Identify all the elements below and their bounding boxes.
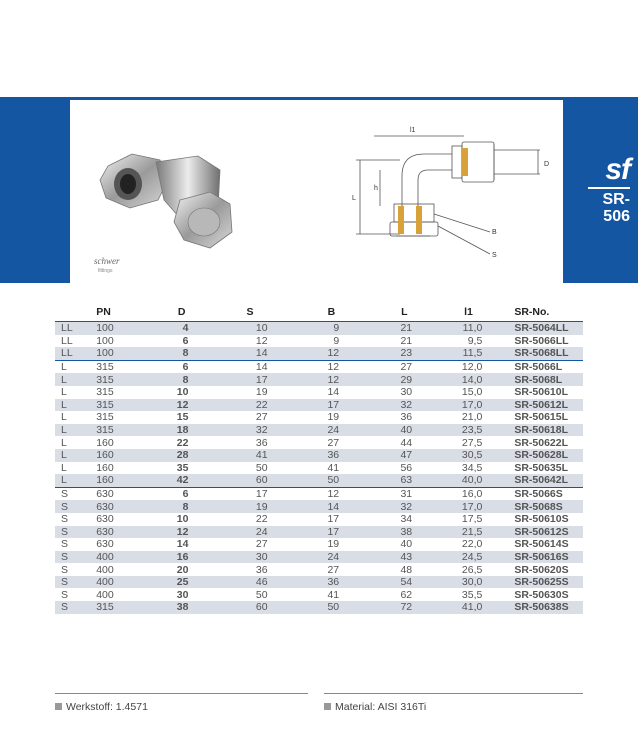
cell-s: 27 <box>210 411 283 424</box>
cell-d: 6 <box>138 487 211 500</box>
table-row <box>55 462 583 475</box>
cell-d: 12 <box>138 526 211 539</box>
fitting-photo <box>70 100 270 283</box>
cell-sr-no: SR-5066S <box>498 487 583 500</box>
table-row <box>55 513 583 526</box>
cell-b: 12 <box>284 373 362 386</box>
cell-l1: 11,5 <box>434 347 498 360</box>
cell-sr-no: SR-5068L <box>498 373 583 386</box>
cell-pn: 315 <box>86 373 138 386</box>
cell-l: 32 <box>361 399 434 412</box>
cell-s: 41 <box>210 449 283 462</box>
cell-series: S <box>55 500 86 513</box>
cell-l: 48 <box>361 563 434 576</box>
dim-label-d: D <box>544 161 550 168</box>
cell-sr-no: SR-50620S <box>498 563 583 576</box>
series-code <box>602 191 630 225</box>
table-row <box>55 526 583 539</box>
cell-l: 21 <box>361 322 434 335</box>
col-header-b: B <box>284 303 362 322</box>
cell-s: 12 <box>210 335 283 348</box>
cell-l1: 14,0 <box>434 373 498 386</box>
technical-drawing <box>340 114 580 274</box>
cell-sr-no: SR-50628L <box>498 449 583 462</box>
cell-b: 9 <box>284 322 362 335</box>
cell-sr-no: SR-50635L <box>498 462 583 475</box>
cell-d: 20 <box>138 563 211 576</box>
spec-table <box>55 303 583 614</box>
cell-pn: 630 <box>86 526 138 539</box>
cell-pn: 630 <box>86 513 138 526</box>
cell-l1: 35,5 <box>434 588 498 601</box>
cell-series: S <box>55 576 86 589</box>
table-row <box>55 576 583 589</box>
cell-l: 72 <box>361 601 434 614</box>
cell-s: 17 <box>210 487 283 500</box>
cell-l: 32 <box>361 500 434 513</box>
cell-sr-no: SR-50616S <box>498 551 583 564</box>
footer-material-de <box>55 701 148 713</box>
col-header-series <box>55 303 86 322</box>
col-header-s: S <box>210 303 283 322</box>
cell-l1: 41,0 <box>434 601 498 614</box>
cell-series: S <box>55 601 86 614</box>
cell-pn: 400 <box>86 563 138 576</box>
cell-sr-no: SR-50610L <box>498 386 583 399</box>
table-row <box>55 538 583 551</box>
cell-d: 42 <box>138 474 211 487</box>
cell-pn: 100 <box>86 347 138 360</box>
cell-s: 19 <box>210 386 283 399</box>
cell-pn: 400 <box>86 551 138 564</box>
cell-l: 43 <box>361 551 434 564</box>
cell-d: 6 <box>138 335 211 348</box>
cell-s: 32 <box>210 424 283 437</box>
cell-l: 29 <box>361 373 434 386</box>
cell-sr-no: SR-50625S <box>498 576 583 589</box>
cell-b: 24 <box>284 551 362 564</box>
table-row <box>55 373 583 386</box>
cell-series: S <box>55 487 86 500</box>
table-row <box>55 436 583 449</box>
cell-pn: 160 <box>86 449 138 462</box>
cell-l: 27 <box>361 360 434 373</box>
cell-s: 22 <box>210 513 283 526</box>
cell-l: 47 <box>361 449 434 462</box>
cell-l1: 30,5 <box>434 449 498 462</box>
cell-pn: 630 <box>86 538 138 551</box>
cell-pn: 315 <box>86 360 138 373</box>
cell-l1: 17,0 <box>434 399 498 412</box>
cell-b: 36 <box>284 576 362 589</box>
table-row <box>55 449 583 462</box>
cell-d: 4 <box>138 322 211 335</box>
cell-l: 36 <box>361 411 434 424</box>
cell-series: L <box>55 424 86 437</box>
cell-sr-no: SR-50614S <box>498 538 583 551</box>
cell-s: 50 <box>210 462 283 475</box>
cell-series: S <box>55 513 86 526</box>
table-header-row <box>55 303 583 322</box>
cell-l1: 24,5 <box>434 551 498 564</box>
cell-l1: 27,5 <box>434 436 498 449</box>
cell-b: 24 <box>284 424 362 437</box>
cell-b: 19 <box>284 538 362 551</box>
cell-series: S <box>55 526 86 539</box>
cell-l1: 23,5 <box>434 424 498 437</box>
col-header-l1: l1 <box>434 303 498 322</box>
cell-sr-no: SR-5064LL <box>498 322 583 335</box>
cell-s: 24 <box>210 526 283 539</box>
cell-d: 38 <box>138 601 211 614</box>
col-header-l: L <box>361 303 434 322</box>
cell-d: 30 <box>138 588 211 601</box>
cell-d: 28 <box>138 449 211 462</box>
cell-d: 15 <box>138 411 211 424</box>
cell-pn: 630 <box>86 487 138 500</box>
cell-l1: 34,5 <box>434 462 498 475</box>
cell-l: 38 <box>361 526 434 539</box>
cell-l1: 22,0 <box>434 538 498 551</box>
cell-s: 14 <box>210 347 283 360</box>
cell-sr-no: SR-5066LL <box>498 335 583 348</box>
series-code-line2: 506 <box>603 208 630 225</box>
cell-d: 8 <box>138 347 211 360</box>
product-image-panel <box>70 100 563 283</box>
cell-l: 40 <box>361 538 434 551</box>
cell-l1: 40,0 <box>434 474 498 487</box>
cell-s: 46 <box>210 576 283 589</box>
cell-l: 54 <box>361 576 434 589</box>
cell-d: 8 <box>138 373 211 386</box>
dim-label-b: B <box>492 229 497 236</box>
dim-label-l1: l1 <box>410 127 416 134</box>
cell-series: L <box>55 462 86 475</box>
cell-series: L <box>55 449 86 462</box>
cell-sr-no: SR-50615L <box>498 411 583 424</box>
cell-d: 35 <box>138 462 211 475</box>
cell-sr-no: SR-50638S <box>498 601 583 614</box>
cell-b: 36 <box>284 449 362 462</box>
cell-l1: 21,5 <box>434 526 498 539</box>
cell-s: 36 <box>210 563 283 576</box>
cell-s: 10 <box>210 322 283 335</box>
table-row <box>55 588 583 601</box>
cell-pn: 315 <box>86 399 138 412</box>
table-row <box>55 322 583 335</box>
dim-label-s: S <box>492 252 497 259</box>
cell-d: 18 <box>138 424 211 437</box>
cell-series: S <box>55 551 86 564</box>
maker-logo: schwer <box>94 256 120 266</box>
cell-b: 27 <box>284 436 362 449</box>
cell-b: 27 <box>284 563 362 576</box>
cell-l1: 9,5 <box>434 335 498 348</box>
cell-b: 14 <box>284 500 362 513</box>
cell-series: L <box>55 386 86 399</box>
cell-pn: 400 <box>86 576 138 589</box>
cell-s: 60 <box>210 601 283 614</box>
cell-pn: 315 <box>86 411 138 424</box>
table-row <box>55 335 583 348</box>
cell-pn: 160 <box>86 474 138 487</box>
cell-l1: 21,0 <box>434 411 498 424</box>
table-row <box>55 487 583 500</box>
cell-series: LL <box>55 347 86 360</box>
cell-d: 10 <box>138 513 211 526</box>
cell-l1: 12,0 <box>434 360 498 373</box>
footer-rule-left <box>55 693 308 694</box>
cell-l: 34 <box>361 513 434 526</box>
table-row <box>55 347 583 360</box>
cell-l1: 11,0 <box>434 322 498 335</box>
cell-d: 8 <box>138 500 211 513</box>
cell-d: 22 <box>138 436 211 449</box>
cell-l: 63 <box>361 474 434 487</box>
table-row <box>55 601 583 614</box>
footer-right-text: Material: AISI 316Ti <box>335 701 427 713</box>
cell-sr-no: SR-50630S <box>498 588 583 601</box>
cell-b: 17 <box>284 399 362 412</box>
maker-sub: fittings <box>98 268 113 274</box>
cell-s: 27 <box>210 538 283 551</box>
cell-s: 60 <box>210 474 283 487</box>
cell-series: S <box>55 588 86 601</box>
cell-d: 14 <box>138 538 211 551</box>
footer-rule-right <box>324 693 583 694</box>
cell-d: 6 <box>138 360 211 373</box>
col-header-pn: PN <box>86 303 138 322</box>
cell-l: 30 <box>361 386 434 399</box>
cell-s: 30 <box>210 551 283 564</box>
cell-series: S <box>55 563 86 576</box>
cell-s: 22 <box>210 399 283 412</box>
cell-series: LL <box>55 322 86 335</box>
table-row <box>55 563 583 576</box>
footer-left-text: Werkstoff: 1.4571 <box>66 701 148 713</box>
cell-l: 40 <box>361 424 434 437</box>
cell-pn: 315 <box>86 386 138 399</box>
cell-b: 50 <box>284 601 362 614</box>
dim-label-l: L <box>352 195 356 202</box>
cell-series: L <box>55 373 86 386</box>
cell-b: 17 <box>284 526 362 539</box>
cell-s: 14 <box>210 360 283 373</box>
cell-b: 41 <box>284 588 362 601</box>
cell-l1: 15,0 <box>434 386 498 399</box>
sf-logo: sf <box>605 153 630 186</box>
bullet-square-icon <box>55 703 62 710</box>
cell-l1: 26,5 <box>434 563 498 576</box>
cell-pn: 315 <box>86 601 138 614</box>
cell-series: L <box>55 360 86 373</box>
cell-s: 36 <box>210 436 283 449</box>
cell-l: 21 <box>361 335 434 348</box>
cell-s: 19 <box>210 500 283 513</box>
cell-b: 12 <box>284 487 362 500</box>
cell-pn: 100 <box>86 335 138 348</box>
cell-pn: 315 <box>86 424 138 437</box>
cell-b: 50 <box>284 474 362 487</box>
cell-l1: 16,0 <box>434 487 498 500</box>
cell-l1: 17,0 <box>434 500 498 513</box>
cell-b: 19 <box>284 411 362 424</box>
cell-l: 56 <box>361 462 434 475</box>
cell-d: 10 <box>138 386 211 399</box>
cell-sr-no: SR-50610S <box>498 513 583 526</box>
cell-sr-no: SR-50612L <box>498 399 583 412</box>
cell-series: L <box>55 399 86 412</box>
cell-pn: 100 <box>86 322 138 335</box>
table-row <box>55 500 583 513</box>
cell-series: LL <box>55 335 86 348</box>
cell-b: 12 <box>284 347 362 360</box>
cell-sr-no: SR-50642L <box>498 474 583 487</box>
cell-series: S <box>55 538 86 551</box>
logo-underline <box>588 187 630 189</box>
cell-d: 16 <box>138 551 211 564</box>
series-code-line1: SR- <box>602 191 630 208</box>
cell-b: 14 <box>284 386 362 399</box>
cell-pn: 400 <box>86 588 138 601</box>
cell-d: 25 <box>138 576 211 589</box>
cell-l: 23 <box>361 347 434 360</box>
cell-series: L <box>55 474 86 487</box>
cell-sr-no: SR-50618L <box>498 424 583 437</box>
table-row <box>55 386 583 399</box>
footer-material-en <box>324 701 426 713</box>
cell-pn: 630 <box>86 500 138 513</box>
cell-series: L <box>55 411 86 424</box>
cell-l: 31 <box>361 487 434 500</box>
table-row <box>55 360 583 373</box>
table-row <box>55 474 583 487</box>
cell-b: 41 <box>284 462 362 475</box>
col-header-d: D <box>138 303 211 322</box>
cell-sr-no: SR-50612S <box>498 526 583 539</box>
table-row <box>55 399 583 412</box>
cell-s: 50 <box>210 588 283 601</box>
cell-l: 44 <box>361 436 434 449</box>
brand-box <box>566 97 638 283</box>
cell-sr-no: SR-50622L <box>498 436 583 449</box>
cell-b: 12 <box>284 360 362 373</box>
cell-d: 12 <box>138 399 211 412</box>
cell-l: 62 <box>361 588 434 601</box>
cell-sr-no: SR-5068LL <box>498 347 583 360</box>
table-row <box>55 551 583 564</box>
cell-b: 17 <box>284 513 362 526</box>
bullet-square-icon <box>324 703 331 710</box>
cell-sr-no: SR-5066L <box>498 360 583 373</box>
cell-pn: 160 <box>86 436 138 449</box>
cell-s: 17 <box>210 373 283 386</box>
cell-pn: 160 <box>86 462 138 475</box>
cell-l1: 30,0 <box>434 576 498 589</box>
col-header-sr-no: SR-No. <box>498 303 583 322</box>
table-row <box>55 424 583 437</box>
cell-l1: 17,5 <box>434 513 498 526</box>
cell-sr-no: SR-5068S <box>498 500 583 513</box>
cell-b: 9 <box>284 335 362 348</box>
table-row <box>55 411 583 424</box>
cell-series: L <box>55 436 86 449</box>
dim-label-h: h <box>374 185 378 192</box>
